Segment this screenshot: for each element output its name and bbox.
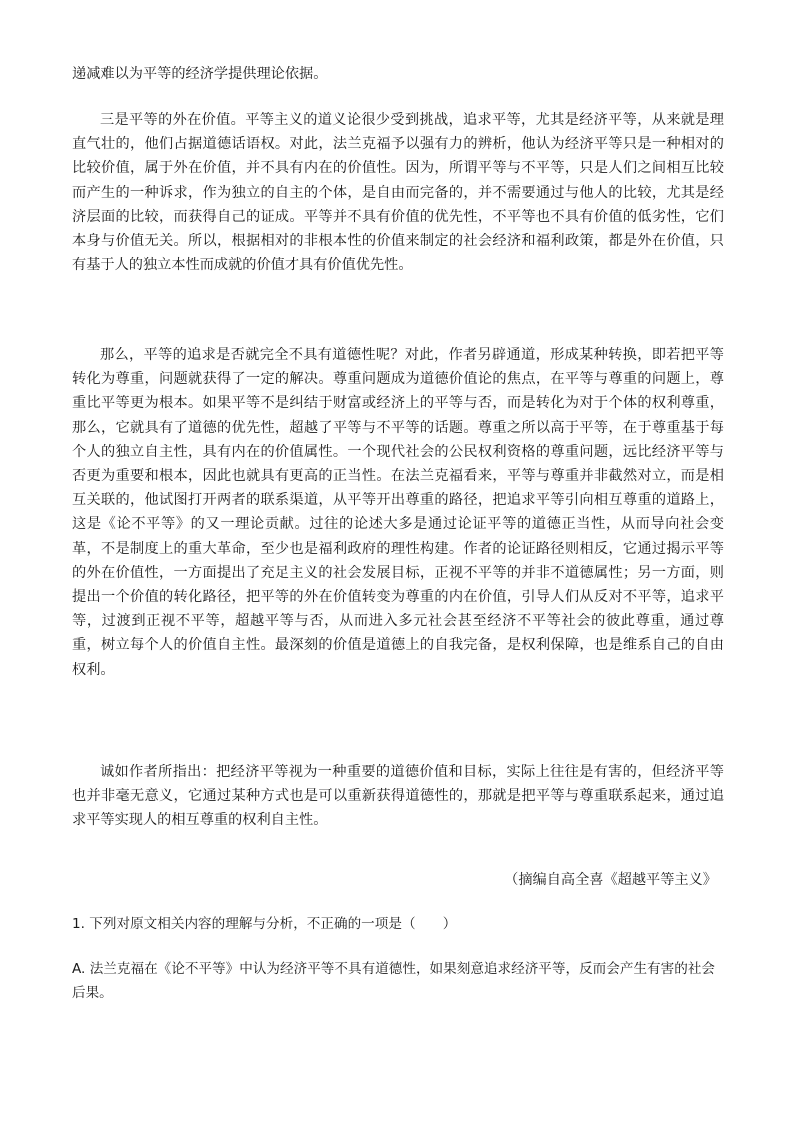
paragraph-respect: 那么，平等的追求是否就完全不具有道德性呢？对此，作者另辟通道，形成某种转换，即若把平等转化为尊重，问题就获得了一定的解决。尊重问题成为道德价值论的焦点，在平等与尊重的问题上，尊重比平等更为根本。如果平等不是纠结于财富或经济上的平等与否，而是转化为对于个体的权利尊重，那么，它就具有了道德的优先性，超越了平等与不平等的话题。尊重之所以高于平等，在于尊重基于每个人的独立自主性，具有内在的价值属性。一个现代社会的公民权利资格的尊重问题，远比经济平等与否更为重要和根本，因此也就具有更高的正当性。在法兰克福看来，平等与尊重并非截然对立，而是相互关联的，他试图打开两者的联系渠道，从平等开出尊重的路径，把追求平等引向相互尊重的道路上，这是《论不平等》的又一理论贡献。过往的论述大多是通过论证平等的道德正当性，从而导向社会变革，不是制度上的重大革命，至少也是福利政府的理性构建。作者的论证路径则相反，它通过揭示平等的外在价值性，一方面提出了充足主义的社会发展目标，正视不平等的并非不道德属性；另一方面，则提出一个价值的转化路径，把平等的外在价值转变为尊重的内在价值，引导人们从反对不平等，追求平等，过渡到正视不平等，超越平等与否，从而进入多元社会甚至经济不平等社会的彼此尊重，通过尊重，树立每个人的价值自主性。最深刻的价值是道德上的自我完备，是权利保障，也是维系自己的自由权利。	[72, 347, 724, 678]
question-option-a: A. 法兰克福在《论不平等》中认为经济平等不具有道德性，如果刻意追求经济平等，反而会产生有害的社会后果。	[72, 961, 716, 1001]
source-citation: （摘编自高全喜《超越平等主义》	[504, 872, 717, 888]
question-stem: 1. 下列对原文相关内容的理解与分析，不正确的一项是（ ）	[72, 916, 457, 932]
paragraph-conclusion: 诚如作者所指出：把经济平等视为一种重要的道德价值和目标，实际上往往是有害的，但经济平等也并非毫无意义，它通过某种方式也是可以重新获得道德性的，那就是把平等与尊重联系起来，通过追求平等实现人的相互尊重的权利自主性。	[72, 764, 724, 829]
paragraph-external-value: 三是平等的外在价值。平等主义的道义论很少受到挑战，追求平等，尤其是经济平等，从来就是理直气壮的，他们占据道德话语权。对此，法兰克福予以强有力的辨析，他认为经济平等只是一种相对的比较价值，属于外在价值，并不具有内在的价值性。因为，所谓平等与不平等，只是人们之间相互比较而产生的一种诉求，作为独立的自主的个体，是自由而完备的，并不需要通过与他人的比较，尤其是经济层面的比较，而获得自己的证成。平等并不具有价值的优先性，不平等也不具有价值的低劣性，它们本身与价值无关。所以，根据相对的非根本性的价值来制定的社会经济和福利政策，都是外在价值，只有基于人的独立本性而成就的价值才具有价值优先性。	[72, 112, 724, 274]
paragraph-continuation: 递减难以为平等的经济学提供理论依据。	[72, 66, 328, 82]
